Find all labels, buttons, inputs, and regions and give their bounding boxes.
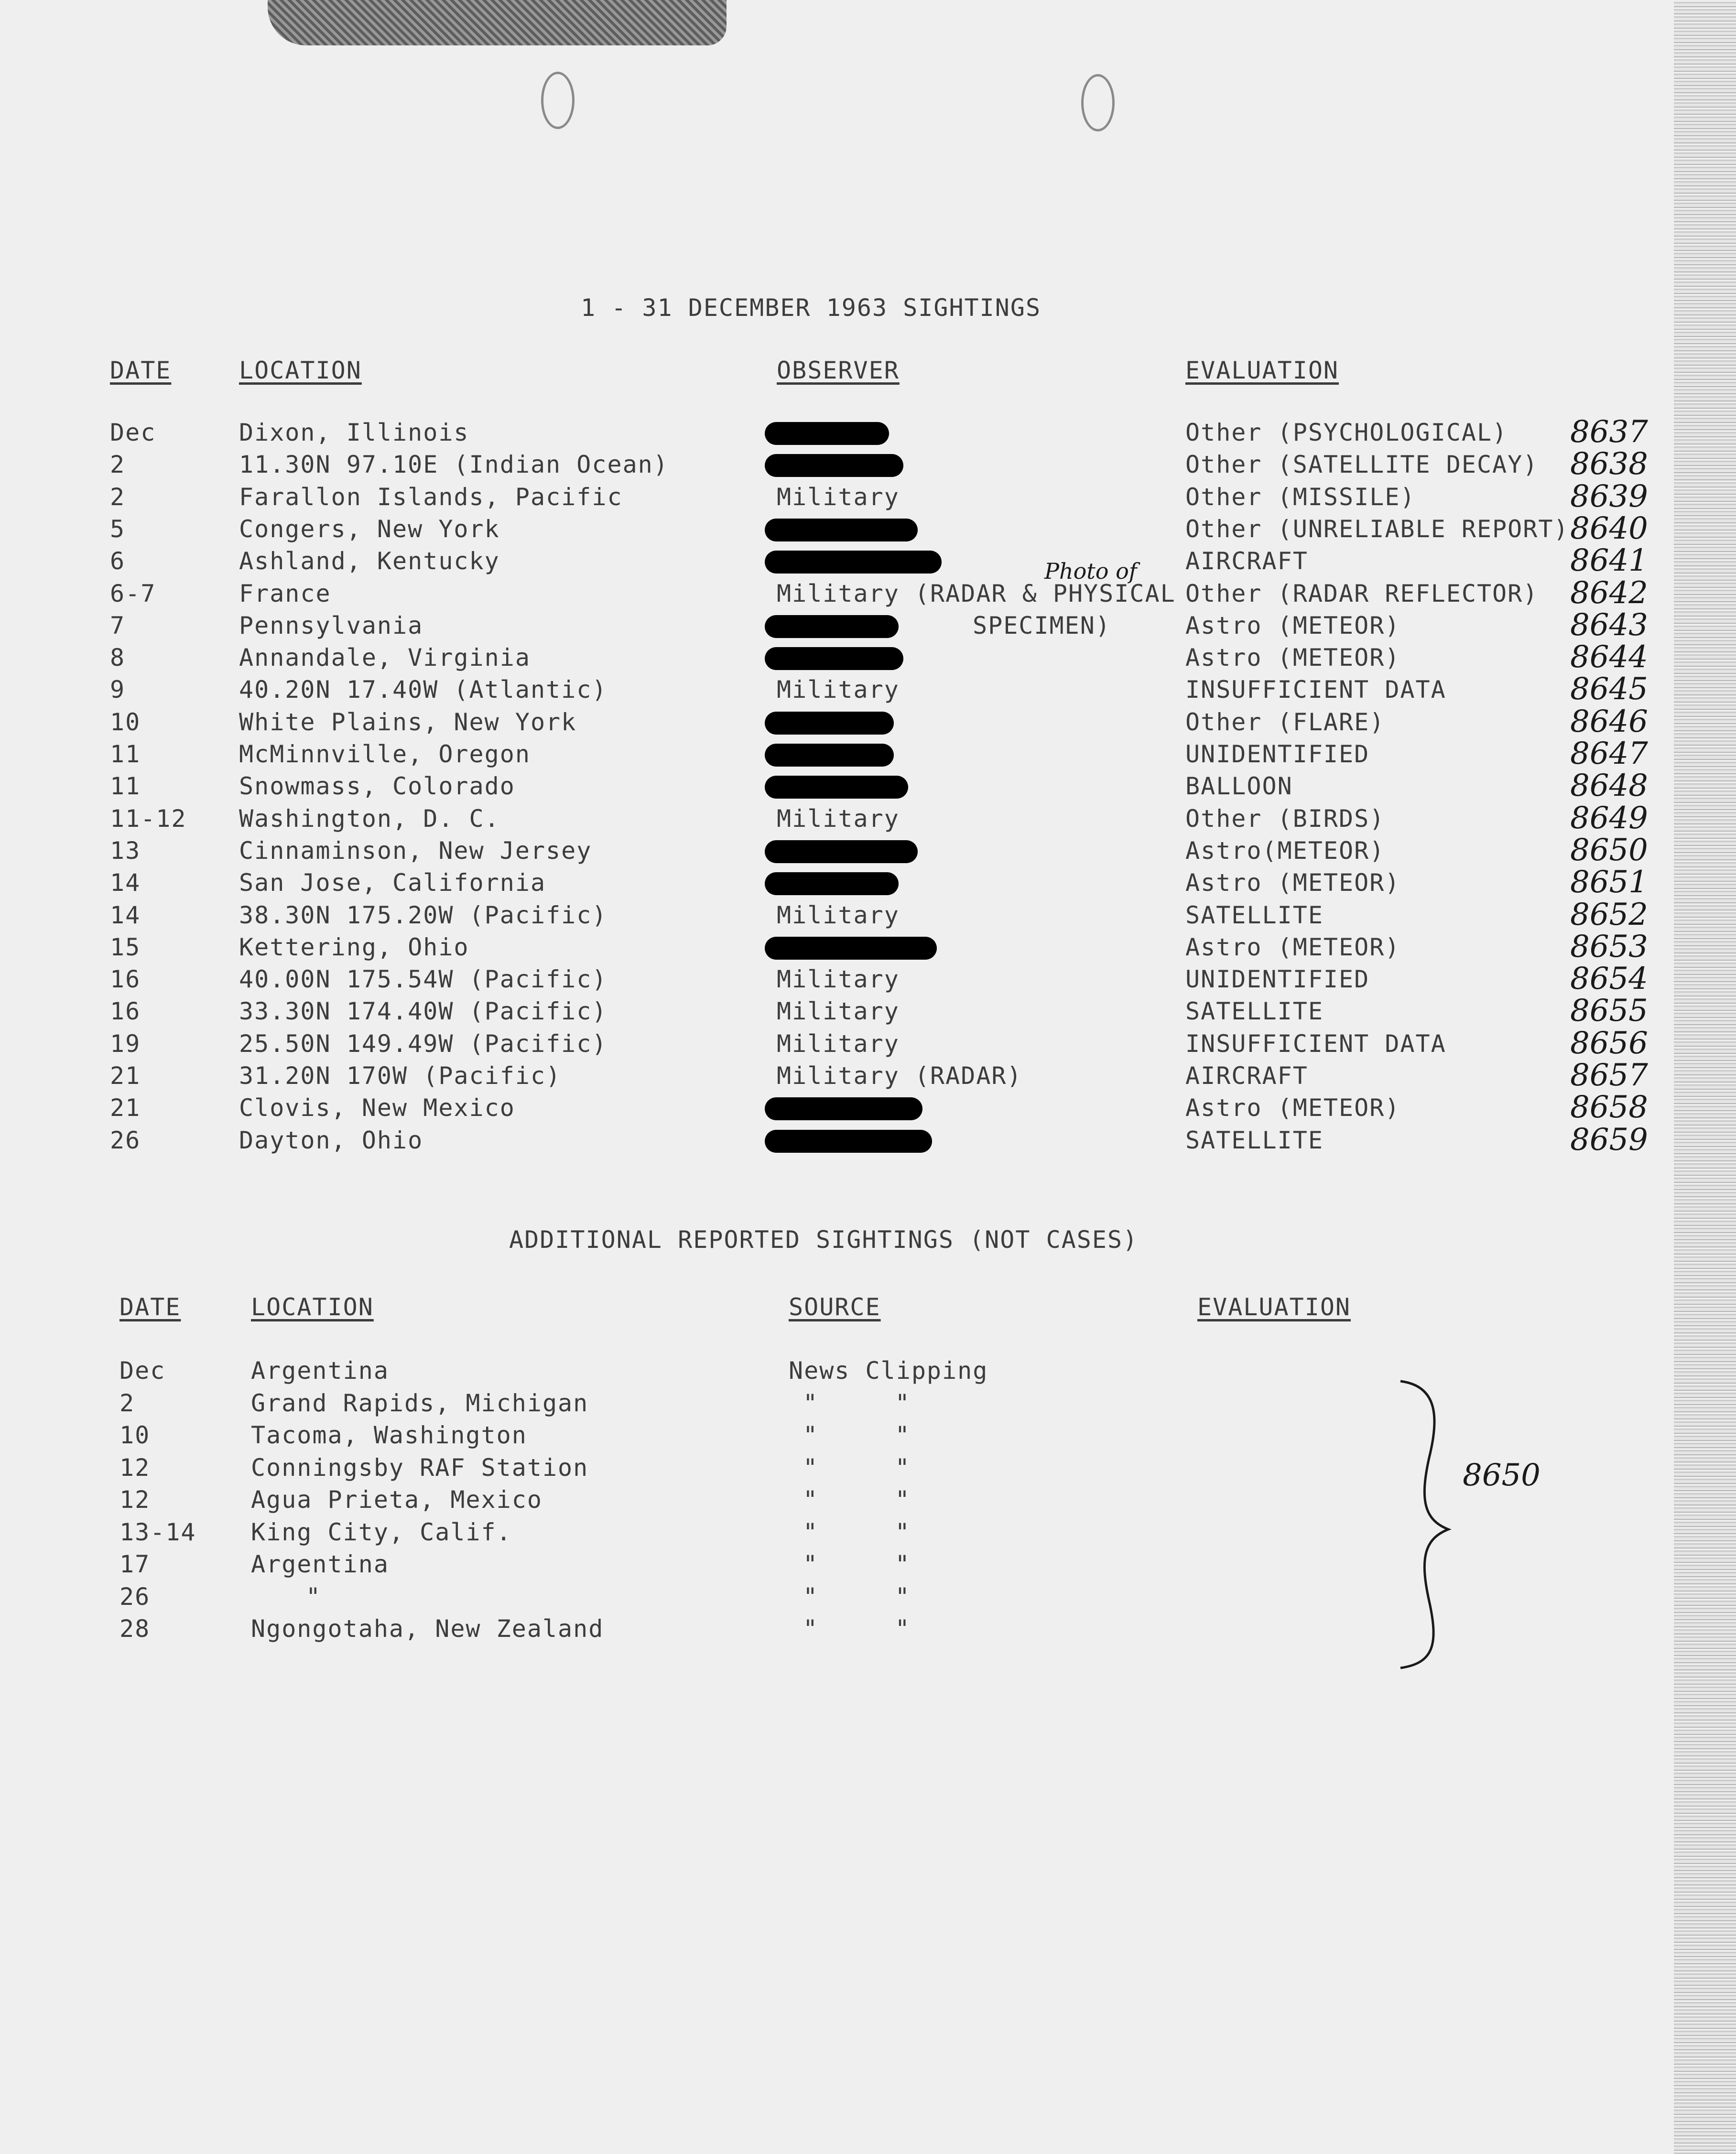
row-evaluation: UNIDENTIFIED: [1185, 965, 1370, 993]
header-observer: OBSERVER: [777, 357, 900, 384]
row-location: 40.20N 17.40W (Atlantic): [239, 676, 608, 704]
add-row-date: 2: [119, 1389, 135, 1417]
row-date: 6-7: [110, 580, 156, 607]
add-row-date: 17: [119, 1550, 151, 1578]
header-evaluation: EVALUATION: [1185, 357, 1339, 384]
row-date: 14: [110, 901, 141, 929]
row-location: 40.00N 175.54W (Pacific): [239, 965, 608, 993]
row-case-number: 8651: [1570, 865, 1648, 900]
row-date: 16: [110, 965, 141, 993]
punch-hole-right: [1081, 74, 1115, 131]
add-row-location: Grand Rapids, Michigan: [251, 1389, 589, 1417]
row-location: France: [239, 580, 331, 607]
add-row-source: " ": [803, 1583, 911, 1611]
row-location: Kettering, Ohio: [239, 933, 469, 961]
additional-title: ADDITIONAL REPORTED SIGHTINGS (NOT CASES): [509, 1226, 1139, 1254]
row-case-number: 8649: [1570, 801, 1648, 836]
add-row-date: Dec: [119, 1357, 166, 1385]
row-location: Dayton, Ohio: [239, 1126, 423, 1154]
row-date: 8: [110, 644, 126, 671]
add-row-location: King City, Calif.: [251, 1518, 512, 1546]
add-row-date: 26: [119, 1583, 151, 1611]
row-case-number: 8657: [1570, 1058, 1648, 1093]
add-row-source: News Clipping: [789, 1357, 988, 1385]
add-row-location: Ngongotaha, New Zealand: [251, 1615, 604, 1643]
row-case-number: 8643: [1570, 607, 1648, 643]
row-evaluation: Astro (METEOR): [1185, 1094, 1400, 1122]
add-row-date: 10: [119, 1421, 151, 1449]
row-location: 38.30N 175.20W (Pacific): [239, 901, 608, 929]
redaction-bar: [765, 615, 899, 638]
top-clip-shadow: [268, 0, 727, 45]
row-location: 33.30N 174.40W (Pacific): [239, 997, 608, 1025]
row-location: Clovis, New Mexico: [239, 1094, 515, 1122]
row-observer: Military (RADAR & PHYSICAL: [777, 580, 1176, 607]
row-case-number: 8646: [1570, 704, 1648, 739]
bracket-case-number: 8650: [1463, 1458, 1541, 1493]
redaction-bar: [765, 422, 889, 445]
row-observer: Military: [777, 1030, 900, 1058]
add-header-evaluation: EVALUATION: [1197, 1293, 1351, 1321]
add-row-date: 12: [119, 1486, 151, 1514]
row-date: 21: [110, 1094, 141, 1122]
scan-edge-noise: [1674, 0, 1736, 2154]
row-location: Farallon Islands, Pacific: [239, 483, 623, 511]
redaction-bar: [765, 840, 918, 863]
row-case-number: 8641: [1570, 543, 1648, 578]
row-evaluation: Astro(METEOR): [1185, 837, 1385, 865]
row-location: Pennsylvania: [239, 612, 423, 639]
row-location: 25.50N 149.49W (Pacific): [239, 1030, 608, 1058]
header-location: LOCATION: [239, 357, 362, 384]
add-row-date: 28: [119, 1615, 151, 1643]
row-location: Annandale, Virginia: [239, 644, 531, 671]
row-evaluation: INSUFFICIENT DATA: [1185, 676, 1446, 704]
row-case-number: 8639: [1570, 479, 1648, 514]
redaction-bar: [765, 454, 903, 477]
row-case-number: 8640: [1570, 511, 1648, 546]
add-header-location: LOCATION: [251, 1293, 374, 1321]
row-case-number: 8644: [1570, 639, 1648, 675]
row-date: 9: [110, 676, 126, 704]
row-location: San Jose, California: [239, 869, 546, 897]
row-observer: Military (RADAR): [777, 1062, 1022, 1090]
row-evaluation: SATELLITE: [1185, 901, 1324, 929]
row-evaluation: Other (MISSILE): [1185, 483, 1416, 511]
row-case-number: 8656: [1570, 1026, 1648, 1061]
row-date: 21: [110, 1062, 141, 1090]
add-row-source: " ": [803, 1518, 911, 1546]
row-date: 7: [110, 612, 126, 639]
page-title: 1 - 31 DECEMBER 1963 SIGHTINGS: [581, 294, 1042, 322]
add-row-location: Tacoma, Washington: [251, 1421, 527, 1449]
row-location: Washington, D. C.: [239, 805, 500, 833]
row-evaluation: Astro (METEOR): [1185, 612, 1400, 639]
row-evaluation: Other (PSYCHOLOGICAL): [1185, 419, 1508, 446]
row-observer: Military: [777, 965, 900, 993]
punch-hole-left: [541, 72, 575, 129]
row-case-number: 8654: [1570, 961, 1648, 996]
add-row-date: 13-14: [119, 1518, 196, 1546]
row-evaluation: Other (BIRDS): [1185, 805, 1385, 833]
add-row-location: ": [306, 1583, 322, 1611]
header-date: DATE: [110, 357, 172, 384]
row-date: 19: [110, 1030, 141, 1058]
row-evaluation: BALLOON: [1185, 772, 1293, 800]
row-date: 11-12: [110, 805, 187, 833]
add-row-location: Conningsby RAF Station: [251, 1454, 589, 1482]
row-date: 13: [110, 837, 141, 865]
redaction-bar: [765, 712, 894, 735]
row-location: Snowmass, Colorado: [239, 772, 515, 800]
row-case-number: 8637: [1570, 414, 1648, 450]
row-evaluation: UNIDENTIFIED: [1185, 740, 1370, 768]
row-evaluation: AIRCRAFT: [1185, 547, 1308, 575]
row-location: 11.30N 97.10E (Indian Ocean): [239, 451, 669, 478]
row-evaluation: Other (SATELLITE DECAY): [1185, 451, 1539, 478]
row-date: Dec: [110, 419, 156, 446]
row-case-number: 8650: [1570, 833, 1648, 868]
row-observer: Military: [777, 805, 900, 833]
row-date: 15: [110, 933, 141, 961]
row-case-number: 8638: [1570, 446, 1648, 482]
row-evaluation: Astro (METEOR): [1185, 644, 1400, 671]
row-date: 26: [110, 1126, 141, 1154]
row-evaluation: Astro (METEOR): [1185, 933, 1400, 961]
row-observer: Military: [777, 901, 900, 929]
row-case-number: 8652: [1570, 897, 1648, 932]
row-case-number: 8658: [1570, 1090, 1648, 1125]
redaction-bar: [765, 647, 903, 670]
row-location: Dixon, Illinois: [239, 419, 469, 446]
add-row-location: Agua Prieta, Mexico: [251, 1486, 542, 1514]
row-observer: Military: [777, 483, 900, 511]
row-date: 11: [110, 740, 141, 768]
row-location: 31.20N 170W (Pacific): [239, 1062, 562, 1090]
handwritten-note: Photo of: [1044, 558, 1137, 584]
row-case-number: 8653: [1570, 929, 1648, 964]
redaction-bar: [765, 519, 918, 541]
add-row-location: Argentina: [251, 1357, 389, 1385]
row-evaluation: Astro (METEOR): [1185, 869, 1400, 897]
row-evaluation: Other (UNRELIABLE REPORT): [1185, 515, 1569, 543]
row-location: Cinnaminson, New Jersey: [239, 837, 592, 865]
row-evaluation: SATELLITE: [1185, 1126, 1324, 1154]
add-row-source: " ": [803, 1486, 911, 1514]
row-observer: Military: [777, 997, 900, 1025]
row-date: 2: [110, 483, 126, 511]
row-date: 14: [110, 869, 141, 897]
row-date: 5: [110, 515, 126, 543]
add-header-date: DATE: [119, 1293, 181, 1321]
row-evaluation: AIRCRAFT: [1185, 1062, 1308, 1090]
row-location: Ashland, Kentucky: [239, 547, 500, 575]
add-row-source: " ": [803, 1389, 911, 1417]
add-row-location: Argentina: [251, 1550, 389, 1578]
add-header-source: SOURCE: [789, 1293, 881, 1321]
row-location: McMinnville, Oregon: [239, 740, 531, 768]
add-row-source: " ": [803, 1615, 911, 1643]
row-evaluation: INSUFFICIENT DATA: [1185, 1030, 1446, 1058]
row-date: 6: [110, 547, 126, 575]
row-location: White Plains, New York: [239, 708, 577, 736]
row-observer: SPECIMEN): [973, 612, 1111, 639]
add-row-date: 12: [119, 1454, 151, 1482]
row-case-number: 8645: [1570, 671, 1648, 707]
redaction-bar: [765, 1130, 932, 1153]
row-case-number: 8647: [1570, 736, 1648, 771]
row-observer: Military: [777, 676, 900, 704]
redaction-bar: [765, 744, 894, 767]
row-date: 2: [110, 451, 126, 478]
row-case-number: 8659: [1570, 1122, 1648, 1158]
add-row-source: " ": [803, 1454, 911, 1482]
row-location: Congers, New York: [239, 515, 500, 543]
row-case-number: 8648: [1570, 768, 1648, 803]
redaction-bar: [765, 1097, 922, 1120]
row-evaluation: Other (FLARE): [1185, 708, 1385, 736]
row-evaluation: SATELLITE: [1185, 997, 1324, 1025]
row-evaluation: Other (RADAR REFLECTOR): [1185, 580, 1539, 607]
redaction-bar: [765, 872, 899, 895]
redaction-bar: [765, 551, 942, 574]
redaction-bar: [765, 776, 908, 799]
row-date: 10: [110, 708, 141, 736]
row-date: 11: [110, 772, 141, 800]
row-case-number: 8655: [1570, 993, 1648, 1028]
row-date: 16: [110, 997, 141, 1025]
add-row-source: " ": [803, 1421, 911, 1449]
add-row-source: " ": [803, 1550, 911, 1578]
bracket-brace: [1386, 1376, 1463, 1673]
redaction-bar: [765, 937, 937, 960]
row-case-number: 8642: [1570, 575, 1648, 611]
